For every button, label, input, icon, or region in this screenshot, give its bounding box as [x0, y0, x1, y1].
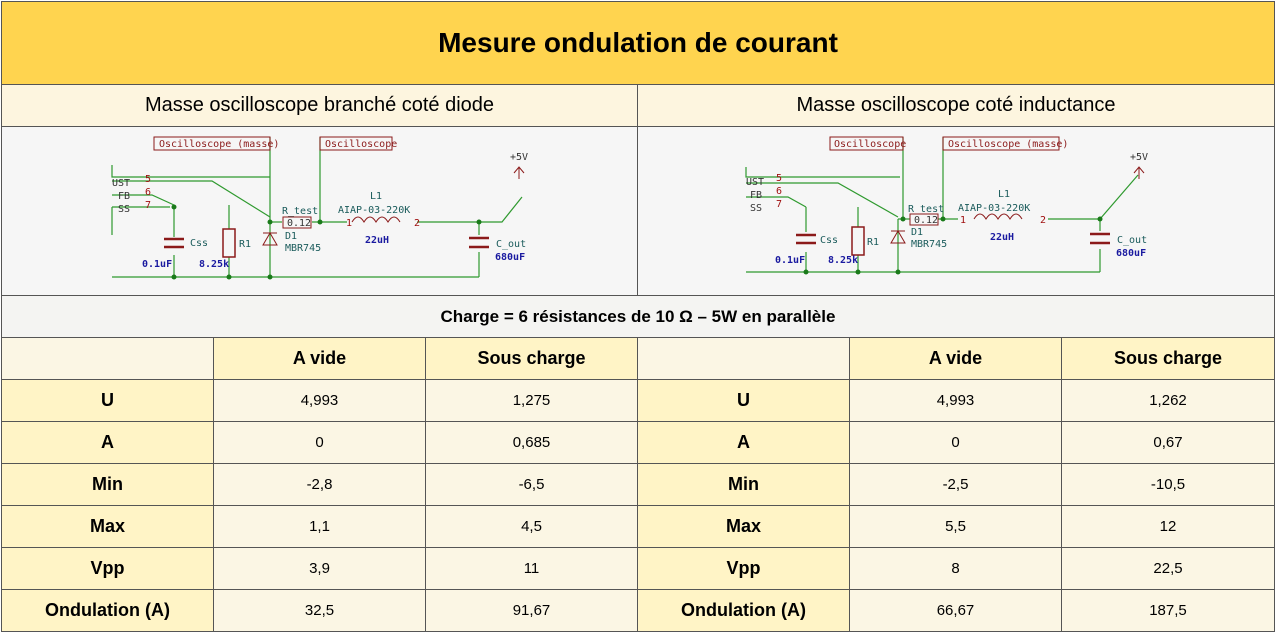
cell-u-left-vide[interactable]: 4,993 — [213, 379, 426, 422]
left-pin-ss: SS — [118, 204, 131, 215]
cell-min-left-charge[interactable]: -6,5 — [425, 463, 638, 506]
left-vout-label: +5V — [510, 152, 529, 163]
cell-a-right-vide[interactable]: 0 — [849, 421, 1062, 464]
right-cout-value: 680uF — [1116, 248, 1147, 259]
left-pin-num-5: 5 — [145, 174, 152, 185]
cell-u-right-vide[interactable]: 4,993 — [849, 379, 1062, 422]
cell-max-left-charge[interactable]: 4,5 — [425, 505, 638, 548]
right-section-header[interactable]: Masse oscilloscope coté inductance — [637, 84, 1275, 127]
col-header-a-vide-right[interactable]: A vide — [849, 337, 1062, 380]
right-css-value: 0.1uF — [775, 255, 806, 266]
charge-description[interactable]: Charge = 6 résistances de 10 Ω – 5W en parallèle — [1, 295, 1275, 338]
left-l1-pin2: 2 — [414, 218, 421, 229]
left-cout-value: 680uF — [495, 252, 526, 263]
left-l1-ref: L1 — [370, 191, 383, 202]
left-l1-pin1: 1 — [346, 218, 353, 229]
cell-vpp-left-vide[interactable]: 3,9 — [213, 547, 426, 590]
right-cout-ref: C_out — [1117, 235, 1148, 246]
left-rtest-value: 0.12 — [287, 218, 312, 229]
row-label-max-right[interactable]: Max — [637, 505, 850, 548]
cell-min-right-charge[interactable]: -10,5 — [1061, 463, 1275, 506]
right-tag-a-text: Oscilloscope — [834, 139, 907, 150]
right-schematic-cell[interactable] — [637, 126, 1275, 296]
right-l1-pin1: 1 — [960, 215, 967, 226]
right-pin-ust: UST — [746, 177, 765, 188]
left-d1-part: MBR745 — [285, 243, 322, 254]
left-l1-value: 22uH — [365, 235, 390, 246]
right-pin-num-6: 6 — [776, 186, 783, 197]
left-css-ref: Css — [190, 238, 209, 249]
row-label-u-right[interactable]: U — [637, 379, 850, 422]
right-pin-num-7: 7 — [776, 199, 783, 210]
cell-max-right-vide[interactable]: 5,5 — [849, 505, 1062, 548]
left-pin-ust: UST — [112, 178, 131, 189]
right-r1-ref: R1 — [867, 237, 880, 248]
cell-max-right-charge[interactable]: 12 — [1061, 505, 1275, 548]
left-schematic — [2, 127, 637, 295]
left-css-value: 0.1uF — [142, 259, 173, 270]
left-d1-ref: D1 — [285, 231, 298, 242]
cell-a-left-vide[interactable]: 0 — [213, 421, 426, 464]
row-label-vpp-right[interactable]: Vpp — [637, 547, 850, 590]
right-r1-value: 8.25k — [828, 255, 859, 266]
col-header-sous-charge-left[interactable]: Sous charge — [425, 337, 638, 380]
right-inductor-symbol — [974, 214, 1022, 219]
cell-u-right-charge[interactable]: 1,262 — [1061, 379, 1275, 422]
left-pin-num-7: 7 — [145, 200, 152, 211]
right-d1-part: MBR745 — [911, 239, 948, 250]
right-tag-b-text: Oscilloscope (masse) — [948, 139, 1069, 150]
right-l1-ref: L1 — [998, 189, 1011, 200]
col-header-a-vide-left[interactable]: A vide — [213, 337, 426, 380]
col-header-sous-charge-right[interactable]: Sous charge — [1061, 337, 1275, 380]
left-cout-symbol — [469, 238, 489, 247]
right-rtest-value: 0.12 — [914, 215, 939, 226]
right-cout-symbol — [1090, 234, 1110, 243]
left-r1-ref: R1 — [239, 239, 252, 250]
row-label-ondulation-right[interactable]: Ondulation (A) — [637, 589, 850, 632]
left-css-symbol — [164, 239, 184, 247]
cell-vpp-right-vide[interactable]: 8 — [849, 547, 1062, 590]
left-l1-part: AIAP-03-220K — [338, 205, 411, 216]
left-section-header[interactable]: Masse oscilloscope branché coté diode — [1, 84, 638, 127]
right-d1-ref: D1 — [911, 227, 924, 238]
header-blank-right[interactable] — [637, 337, 850, 380]
cell-ondulation-right-vide[interactable]: 66,67 — [849, 589, 1062, 632]
cell-ondulation-left-charge[interactable]: 91,67 — [425, 589, 638, 632]
cell-ondulation-left-vide[interactable]: 32,5 — [213, 589, 426, 632]
left-tag-a-text: Oscilloscope (masse) — [159, 139, 280, 150]
right-vout-label: +5V — [1130, 152, 1149, 163]
left-pin-num-6: 6 — [145, 187, 152, 198]
right-pin-fb: FB — [750, 190, 763, 201]
cell-min-left-vide[interactable]: -2,8 — [213, 463, 426, 506]
left-r1-symbol — [223, 229, 235, 257]
right-schematic — [638, 127, 1274, 295]
right-r1-symbol — [852, 227, 864, 255]
left-cout-ref: C_out — [496, 239, 527, 250]
left-rtest-ref: R_test — [282, 206, 319, 217]
row-label-u-left[interactable]: U — [1, 379, 214, 422]
left-tag-b-text: Oscilloscope — [325, 139, 398, 150]
cell-a-right-charge[interactable]: 0,67 — [1061, 421, 1275, 464]
cell-min-right-vide[interactable]: -2,5 — [849, 463, 1062, 506]
row-label-a-right[interactable]: A — [637, 421, 850, 464]
right-css-symbol — [796, 235, 816, 243]
row-label-ondulation-left[interactable]: Ondulation (A) — [1, 589, 214, 632]
header-blank-left[interactable] — [1, 337, 214, 380]
left-pin-fb: FB — [118, 191, 131, 202]
cell-vpp-right-charge[interactable]: 22,5 — [1061, 547, 1275, 590]
row-label-max-left[interactable]: Max — [1, 505, 214, 548]
right-rtest-ref: R_test — [908, 204, 945, 215]
cell-u-left-charge[interactable]: 1,275 — [425, 379, 638, 422]
cell-ondulation-right-charge[interactable]: 187,5 — [1061, 589, 1275, 632]
right-pin-num-5: 5 — [776, 173, 783, 184]
right-l1-value: 22uH — [990, 232, 1015, 243]
cell-a-left-charge[interactable]: 0,685 — [425, 421, 638, 464]
cell-max-left-vide[interactable]: 1,1 — [213, 505, 426, 548]
cell-vpp-left-charge[interactable]: 11 — [425, 547, 638, 590]
sheet-title[interactable]: Mesure ondulation de courant — [1, 1, 1275, 85]
right-css-ref: Css — [820, 235, 839, 246]
left-schematic-cell[interactable] — [1, 126, 638, 296]
row-label-min-right[interactable]: Min — [637, 463, 850, 506]
left-r1-value: 8.25k — [199, 259, 230, 270]
left-inductor-symbol — [352, 217, 400, 222]
right-l1-pin2: 2 — [1040, 215, 1047, 226]
right-l1-part: AIAP-03-220K — [958, 203, 1031, 214]
row-label-vpp-left[interactable]: Vpp — [1, 547, 214, 590]
row-label-a-left[interactable]: A — [1, 421, 214, 464]
right-pin-ss: SS — [750, 203, 763, 214]
row-label-min-left[interactable]: Min — [1, 463, 214, 506]
